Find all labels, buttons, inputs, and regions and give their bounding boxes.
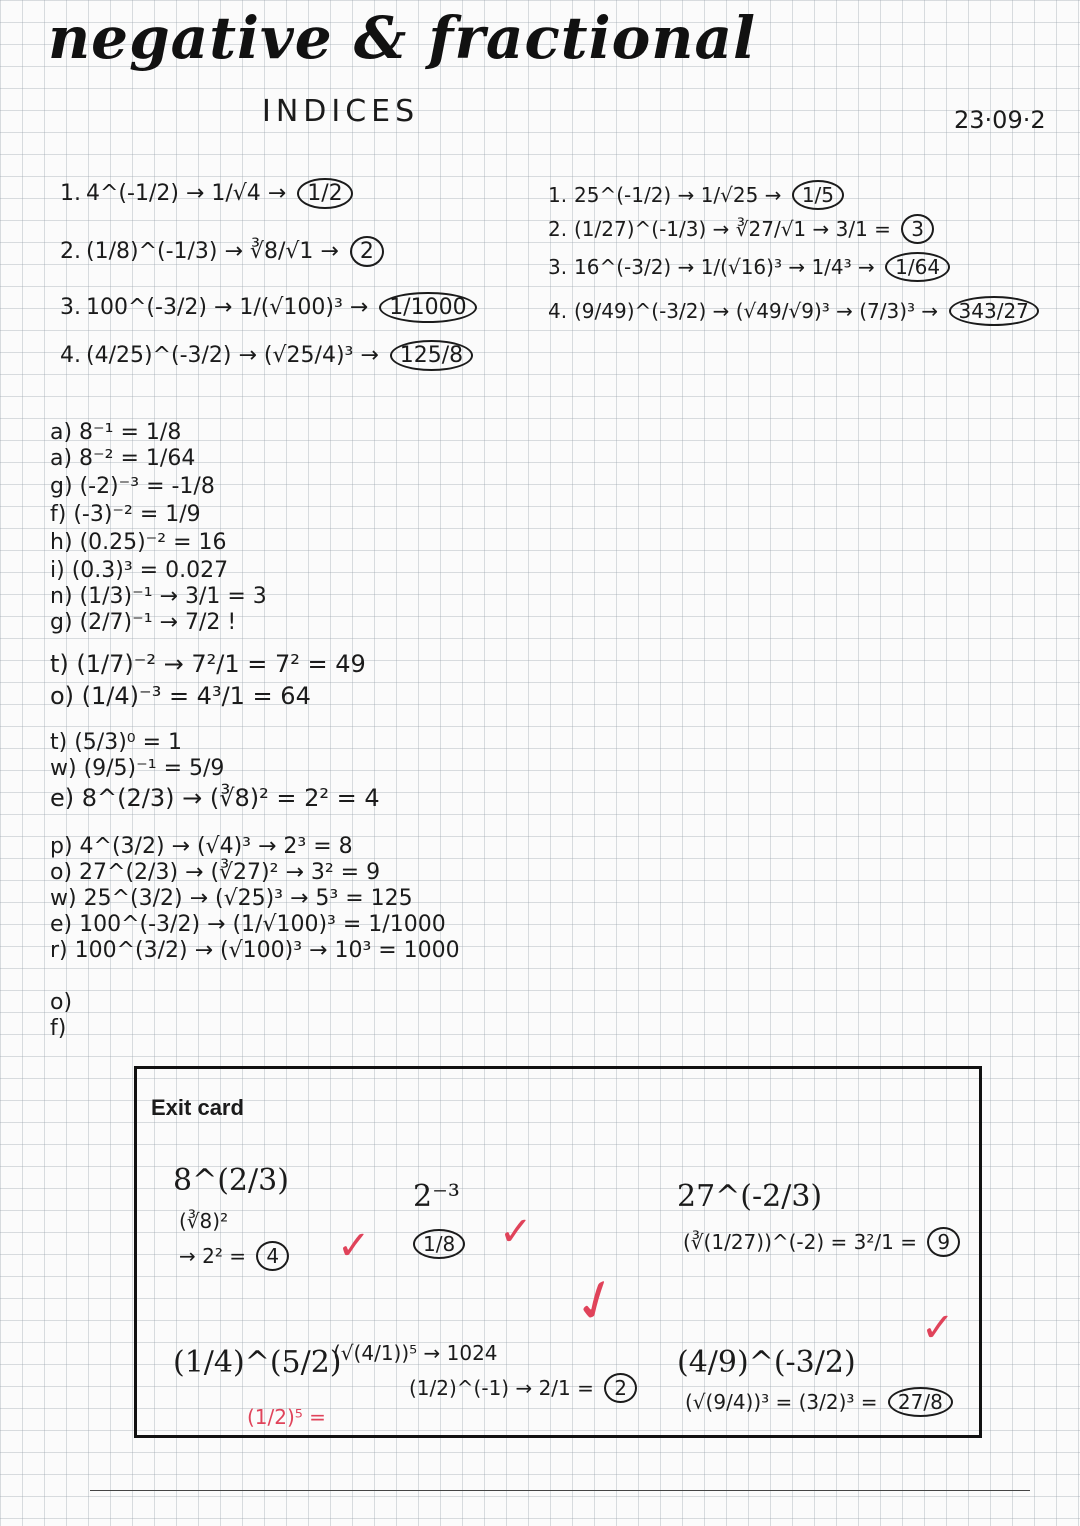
exercise-line: n) (1/3)⁻¹ → 3/1 = 3	[50, 584, 267, 609]
list-item: 2. (1/8)^(-1/3) → ∛8/√1 → 2	[60, 236, 384, 267]
exit-card	[134, 1066, 982, 1438]
exercise-line: w) 25^(3/2) → (√25)³ → 5³ = 125	[50, 886, 413, 911]
exercise-line: p) 4^(3/2) → (√4)³ → 2³ = 8	[50, 834, 353, 859]
list-item: 2. (1/27)^(-1/3) → ∛27/√1 → 3/1 = 3	[548, 214, 934, 244]
exercise-line: o) 27^(2/3) → (∛27)² → 3² = 9	[50, 860, 381, 885]
exercise-line: e) 8^(2/3) → (∛8)² = 2² = 4	[50, 784, 380, 812]
circled-answer: 1/1000	[379, 292, 476, 323]
exercise-line: f) (-3)⁻² = 1/9	[50, 502, 201, 527]
exit-q1-work: → 2² = 4	[179, 1241, 289, 1271]
circled-answer: 27/8	[888, 1387, 953, 1417]
exit-q1-work: (∛8)²	[179, 1209, 229, 1233]
exit-q5-work: (√(9/4))³ = (3/2)³ = 27/8	[685, 1387, 953, 1417]
exercise-line: e) 100^(-3/2) → (1/√100)³ = 1/1000	[50, 912, 446, 937]
check-mark-icon: ✓	[337, 1223, 371, 1269]
circled-answer: 343/27	[949, 296, 1039, 326]
exercise-line: t) (5/3)⁰ = 1	[50, 730, 183, 755]
exercise-line: g) (-2)⁻³ = -1/8	[50, 474, 215, 499]
exit-q2-work	[409, 1229, 465, 1259]
exit-q2-expression: 2⁻³	[413, 1179, 460, 1214]
page-title: negative & fractional	[48, 4, 757, 72]
check-mark-icon: ✓	[921, 1305, 955, 1351]
exercise-line: r) 100^(3/2) → (√100)³ → 10³ = 1000	[50, 938, 460, 963]
check-mark-icon: ✓	[499, 1209, 533, 1255]
list-item: 1. 4^(-1/2) → 1/√4 → 1/2	[60, 178, 353, 209]
exercise-line: g) (2/7)⁻¹ → 7/2 !	[50, 610, 237, 635]
exercise-line: t) (1/7)⁻² → 7²/1 = 7² = 49	[50, 650, 366, 678]
exit-q3-expression: 27^(-2/3)	[677, 1179, 823, 1214]
page-subtitle: INDICES	[262, 94, 420, 129]
circled-answer: 125/8	[390, 340, 473, 371]
circled-answer: 1/2	[297, 178, 352, 209]
exit-q4-work: (1/2)^(-1) → 2/1 = 2	[409, 1373, 637, 1403]
exit-q4-correction: (1/2)⁵ =	[247, 1405, 326, 1429]
check-mark-icon: ✓	[563, 1262, 630, 1341]
circled-answer: 3	[901, 214, 934, 244]
exit-q5-expression: (4/9)^(-3/2)	[677, 1345, 856, 1380]
divider	[90, 1490, 1030, 1491]
list-item: 4. (9/49)^(-3/2) → (√49/√9)³ → (7/3)³ → 343/27	[548, 296, 1039, 326]
circled-answer: 1/5	[792, 180, 844, 210]
circled-answer: 2	[350, 236, 384, 267]
circled-answer: 1/8	[413, 1229, 465, 1259]
list-item: 1. 25^(-1/2) → 1/√25 → 1/5	[548, 180, 844, 210]
exercise-line: h) (0.25)⁻² = 16	[50, 530, 227, 555]
exercise-line: a) 8⁻² = 1/64	[50, 446, 196, 471]
exit-q1-expression: 8^(2/3)	[173, 1163, 289, 1198]
circled-answer: 4	[256, 1241, 289, 1271]
exit-q4-expression: (1/4)^(5/2)	[173, 1345, 342, 1380]
exit-q3-work: (∛(1/27))^(-2) = 3²/1 = 9	[683, 1227, 960, 1257]
exercise-line: w) (9/5)⁻¹ = 5/9	[50, 756, 225, 781]
exercise-line: i) (0.3)³ = 0.027	[50, 558, 229, 583]
list-item: 4. (4/25)^(-3/2) → (√25/4)³ → 125/8	[60, 340, 473, 371]
exit-card-title: Exit card	[151, 1095, 244, 1120]
exercise-line: o) (1/4)⁻³ = 4³/1 = 64	[50, 682, 311, 710]
exit-q4-work: (√(4/1))⁵ → 1024	[333, 1341, 498, 1365]
exercise-line: a) 8⁻¹ = 1/8	[50, 420, 182, 445]
exercise-line: f)	[50, 1016, 67, 1041]
list-item: 3. 100^(-3/2) → 1/(√100)³ → 1/1000	[60, 292, 477, 323]
circled-answer: 1/64	[885, 252, 950, 282]
date: 23·09·2	[954, 106, 1046, 134]
circled-answer: 2	[604, 1373, 637, 1403]
circled-answer: 9	[927, 1227, 960, 1257]
exercise-line: o)	[50, 990, 73, 1015]
list-item: 3. 16^(-3/2) → 1/(√16)³ → 1/4³ → 1/64	[548, 252, 950, 282]
